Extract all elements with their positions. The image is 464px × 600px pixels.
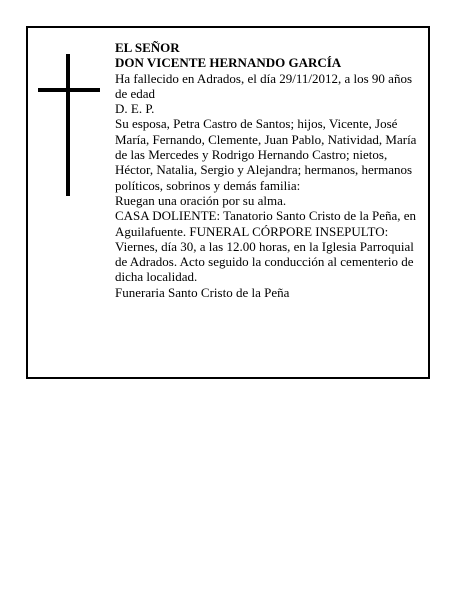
obituary-text	[115, 40, 423, 300]
funeral-home: Funeraria Santo Cristo de la Peña	[115, 284, 290, 300]
funeral-details: CASA DOLIENTE: Tanatorio Santo Cristo de la Peña, en Aguilafuente. FUNERAL CÓRPORE INSEPULTO: Viernes, día 30, a las 12.00 horas, en la Iglesia Parroquial de Adrados. Acto seguido la conducción al cementerio de dicha localidad.	[115, 208, 417, 285]
deceased-name: DON VICENTE HERNANDO GARCÍA	[115, 55, 342, 71]
cross-icon	[38, 54, 100, 196]
family-list: Su esposa, Petra Castro de Santos; hijos, Vicente, José María, Fernando, Clemente, Juan Pablo, Natividad, María de las Mercedes y Rodrigo Hernando Castro; nietos, Héctor, Natalia, Sergio y Alejandra; hermanos, hermanos políticos, sobrinos y demás familia:	[115, 116, 417, 193]
cross-horizontal-bar	[38, 88, 100, 92]
prayer-request: Ruegan una oración por su alma.	[115, 192, 287, 208]
notice-title: EL SEÑOR	[115, 40, 180, 55]
cross-vertical-bar	[66, 54, 70, 196]
dep-line: D. E. P.	[115, 101, 155, 117]
death-info: Ha fallecido en Adrados, el día 29/11/2012, a los 90 años de edad	[115, 70, 413, 101]
